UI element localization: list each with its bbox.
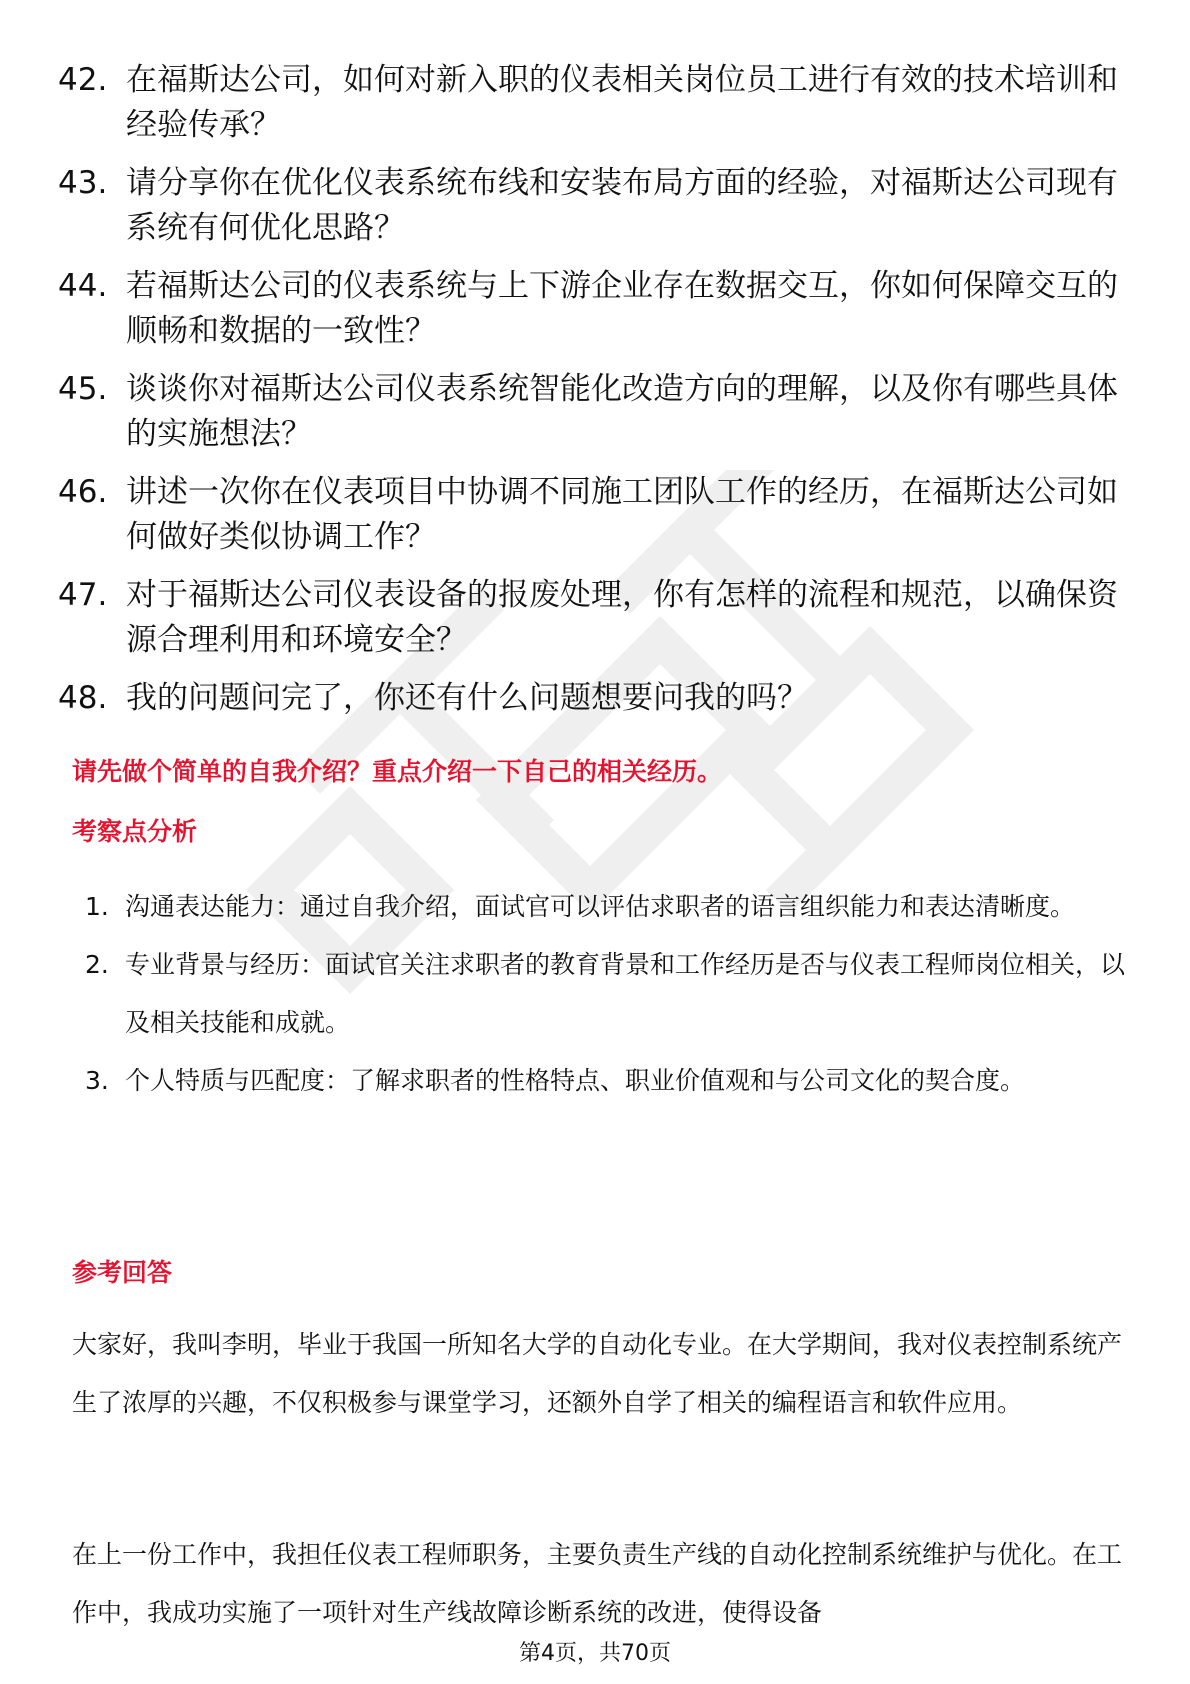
analysis-text: 专业背景与经历：面试官关注求职者的教育背景和工作经历是否与仪表工程师岗位相关，以及相关技能和成就。 bbox=[125, 950, 1126, 1037]
question-text: 请分享你在优化仪表系统布线和安装布局方面的经验，对福斯达公司现有系统有何优化思路？ bbox=[126, 165, 1118, 246]
answer-paragraph: 大家好，我叫李明，毕业于我国一所知名大学的自动化专业。在大学期间，我对仪表控制系统产生了浓厚的兴趣，不仅积极参与课堂学习，还额外自学了相关的编程语言和软件应用。 bbox=[72, 1330, 1123, 1417]
page-footer: 第4页，共70页 bbox=[519, 1641, 671, 1666]
question-text: 在福斯达公司，如何对新入职的仪表相关岗位员工进行有效的技术培训和经验传承？ bbox=[126, 62, 1118, 143]
question-number: 47. bbox=[58, 577, 108, 613]
question-number: 45. bbox=[58, 371, 108, 407]
question-item bbox=[58, 58, 1118, 148]
question-item bbox=[58, 161, 1118, 251]
analysis-list bbox=[85, 878, 1125, 1110]
analysis-text: 个人特质与匹配度：了解求职者的性格特点、职业价值观和与公司文化的契合度。 bbox=[125, 1066, 1026, 1095]
question-number: 46. bbox=[58, 474, 108, 510]
analysis-number: 2. bbox=[85, 950, 109, 979]
interview-question-heading: 请先做个简单的自我介绍？重点介绍一下自己的相关经历。 bbox=[72, 757, 723, 786]
analysis-item bbox=[85, 936, 1125, 1052]
question-text: 若福斯达公司的仪表系统与上下游企业存在数据交互，你如何保障交互的顺畅和数据的一致性？ bbox=[126, 268, 1118, 349]
analysis-number: 1. bbox=[85, 892, 109, 921]
answer-heading: 参考回答 bbox=[72, 1258, 173, 1287]
question-item bbox=[58, 573, 1118, 663]
analysis-heading: 考察点分析 bbox=[72, 817, 198, 846]
analysis-item bbox=[85, 878, 1125, 936]
question-number: 42. bbox=[58, 62, 108, 98]
question-item bbox=[58, 367, 1118, 457]
question-text: 谈谈你对福斯达公司仪表系统智能化改造方向的理解，以及你有哪些具体的实施想法？ bbox=[126, 371, 1118, 452]
question-list bbox=[58, 58, 1118, 734]
answer-paragraph: 在上一份工作中，我担任仪表工程师职务，主要负责生产线的自动化控制系统维护与优化。在工作中，我成功实施了一项针对生产线故障诊断系统的改进，使得设备 bbox=[72, 1540, 1123, 1627]
analysis-text: 沟通表达能力：通过自我介绍，面试官可以评估求职者的语言组织能力和表达清晰度。 bbox=[125, 892, 1076, 921]
question-item bbox=[58, 264, 1118, 354]
question-text: 讲述一次你在仪表项目中协调不同施工团队工作的经历，在福斯达公司如何做好类似协调工作？ bbox=[126, 474, 1118, 555]
question-item bbox=[58, 676, 1118, 721]
question-number: 43. bbox=[58, 165, 108, 201]
analysis-item bbox=[85, 1052, 1125, 1110]
question-number: 48. bbox=[58, 680, 108, 716]
question-number: 44. bbox=[58, 268, 108, 304]
question-text: 对于福斯达公司仪表设备的报废处理，你有怎样的流程和规范，以确保资源合理利用和环境安全？ bbox=[126, 577, 1118, 658]
question-item bbox=[58, 470, 1118, 560]
question-text: 我的问题问完了，你还有什么问题想要问我的吗？ bbox=[126, 680, 808, 716]
analysis-number: 3. bbox=[85, 1066, 109, 1095]
